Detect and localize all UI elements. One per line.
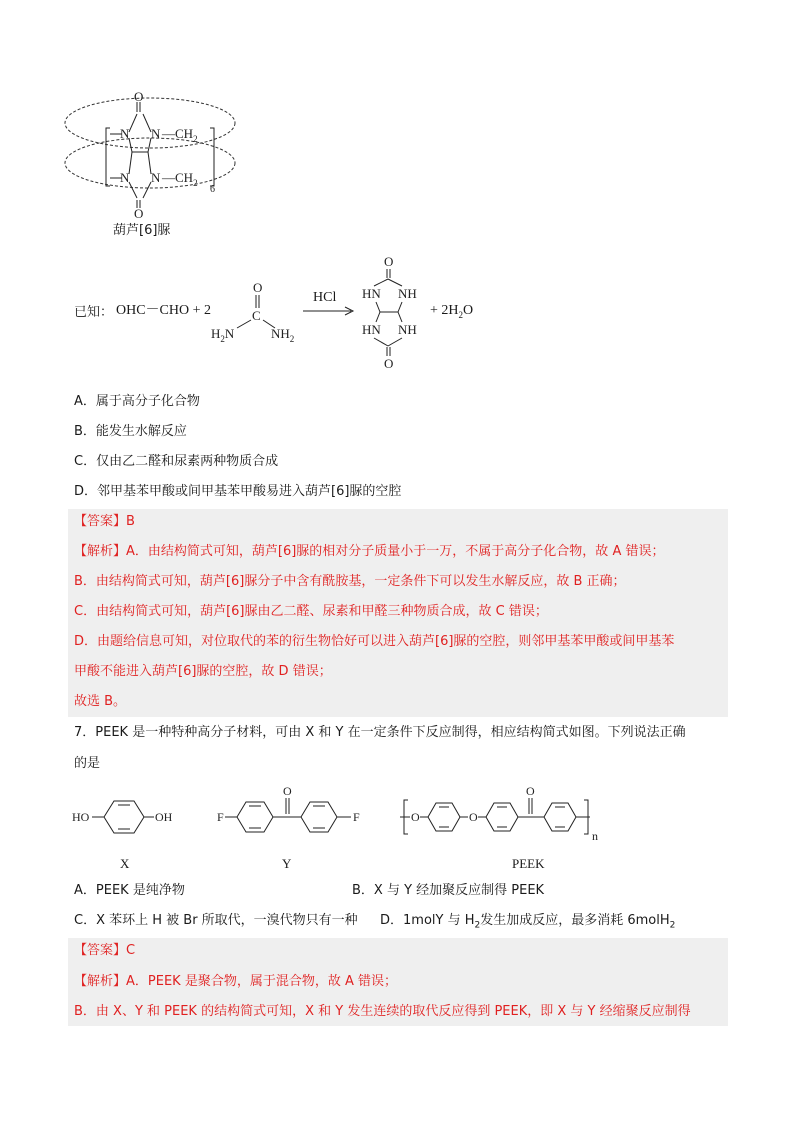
label-peek: PEEK <box>512 856 545 871</box>
q7-analysis-line: B．由 X、Y 和 PEEK 的结构简式可知，X 和 Y 发生连续的取代反应得到 PEEK，即 X 与 Y 经缩聚反应制得 <box>74 1004 691 1019</box>
o-bottom: O <box>134 206 144 220</box>
svg-text:H2N: $H_2N$ <box>211 326 235 344</box>
q6-analysis-line: 【解析】A．由结构简式可知，葫芦[6]脲的相对分子质量小于一万，不属于高分子化合物，故 A 错误； <box>74 544 665 559</box>
n-bottom-right: N <box>151 170 161 185</box>
label-y: Y <box>282 856 292 871</box>
svg-text:OH: OH <box>155 810 173 824</box>
q7-stem-line: 7．PEEK 是一种特种高分子材料，可由 X 和 Y 在一定条件下反应制得，相应结构简式如图。下列说法正确 <box>74 725 686 740</box>
q7-option-b: B．X 与 Y 经加聚反应制得 PEEK <box>352 883 545 898</box>
svg-text:HN: HN <box>362 286 381 301</box>
svg-text:O: O <box>526 784 535 798</box>
ch2-bottom: $—CH_2$ <box>162 170 198 188</box>
q7-answer: 【答案】C <box>74 943 136 958</box>
ch2-top: $—CH_2$ <box>162 126 198 144</box>
glycoluril-structure <box>358 254 428 372</box>
structure-caption: 葫芦[6]脲 <box>113 223 171 238</box>
q7-option-c: C．X 苯环上 H 被 Br 所取代，一溴代物只有一种 <box>74 913 358 928</box>
cucurbituril-structure <box>60 90 260 220</box>
svg-text:NH: NH <box>398 286 417 301</box>
q7-analysis-line: 【解析】A．PEEK 是聚合物，属于混合物，故 A 错误； <box>74 974 397 989</box>
q7-stem-line: 的是 <box>74 756 101 771</box>
known-label: 已知： <box>74 305 114 320</box>
structure-y <box>215 780 375 840</box>
n-top-left: N <box>120 126 130 141</box>
svg-text:F: F <box>353 810 360 824</box>
svg-text:n: n <box>592 829 598 843</box>
svg-text:NH: NH <box>398 322 417 337</box>
q6-analysis-line: C．由结构简式可知，葫芦[6]脲由乙二醛、尿素和甲醛三种物质合成，故 C 错误； <box>74 604 548 619</box>
q6-analysis-line: B．由结构简式可知，葫芦[6]脲分子中含有酰胺基，一定条件下可以发生水解反应，故 B 正确； <box>74 574 626 589</box>
svg-text:O: O <box>469 810 478 824</box>
q6-analysis-line: 甲酸不能进入葫芦[6]脲的空腔，故 D 错误； <box>74 664 332 679</box>
q6-option-d: D．邻甲基苯甲酸或间甲基苯甲酸易进入葫芦[6]脲的空腔 <box>74 484 402 499</box>
q7-option-a: A．PEEK 是纯净物 <box>74 883 185 898</box>
svg-text:F: F <box>217 810 224 824</box>
svg-text:O: O <box>384 254 394 269</box>
urea-structure <box>205 280 305 344</box>
reactant-glyoxal: OHC－CHO + 2 <box>116 303 212 318</box>
repeat-bracket-left <box>106 128 110 186</box>
label-x: X <box>120 856 130 871</box>
q6-option-b: B．能发生水解反应 <box>74 424 187 439</box>
q6-option-a: A．属于高分子化合物 <box>74 394 200 409</box>
q6-answer: 【答案】B <box>74 514 135 529</box>
n-top-right: N <box>151 126 161 141</box>
reaction-condition: HCl <box>313 290 337 305</box>
svg-text:NH2: $NH_2$ <box>271 326 295 344</box>
svg-text:C: C <box>252 308 261 323</box>
svg-text:HO: HO <box>72 810 90 824</box>
svg-text:O: O <box>253 280 263 295</box>
svg-text:O: O <box>384 356 394 371</box>
water-product: + $2H_2O$ <box>430 303 474 320</box>
o-top: O <box>134 90 144 104</box>
svg-text:HN: HN <box>362 322 381 337</box>
structure-x <box>70 795 190 839</box>
q7-option-d: D．1molY 与 $H_2$发生加成反应，最多消耗 6molH$_2$ <box>380 913 676 931</box>
repeat-bracket-right <box>210 128 214 186</box>
repeat-subscript: 6 <box>210 184 215 195</box>
q6-option-c: C．仅由乙二醛和尿素两种物质合成 <box>74 454 279 469</box>
svg-text:O: O <box>411 810 420 824</box>
svg-text:O: O <box>283 784 292 798</box>
q6-analysis-line: 故选 B。 <box>74 694 127 709</box>
q6-analysis-line: D．由题给信息可知，对位取代的苯的衍生物恰好可以进入葫芦[6]脲的空腔，则邻甲基苯甲酸或间甲基苯 <box>74 634 675 649</box>
reaction-arrow <box>303 306 355 316</box>
n-bottom-left: N <box>120 170 130 185</box>
structure-peek <box>398 780 638 846</box>
